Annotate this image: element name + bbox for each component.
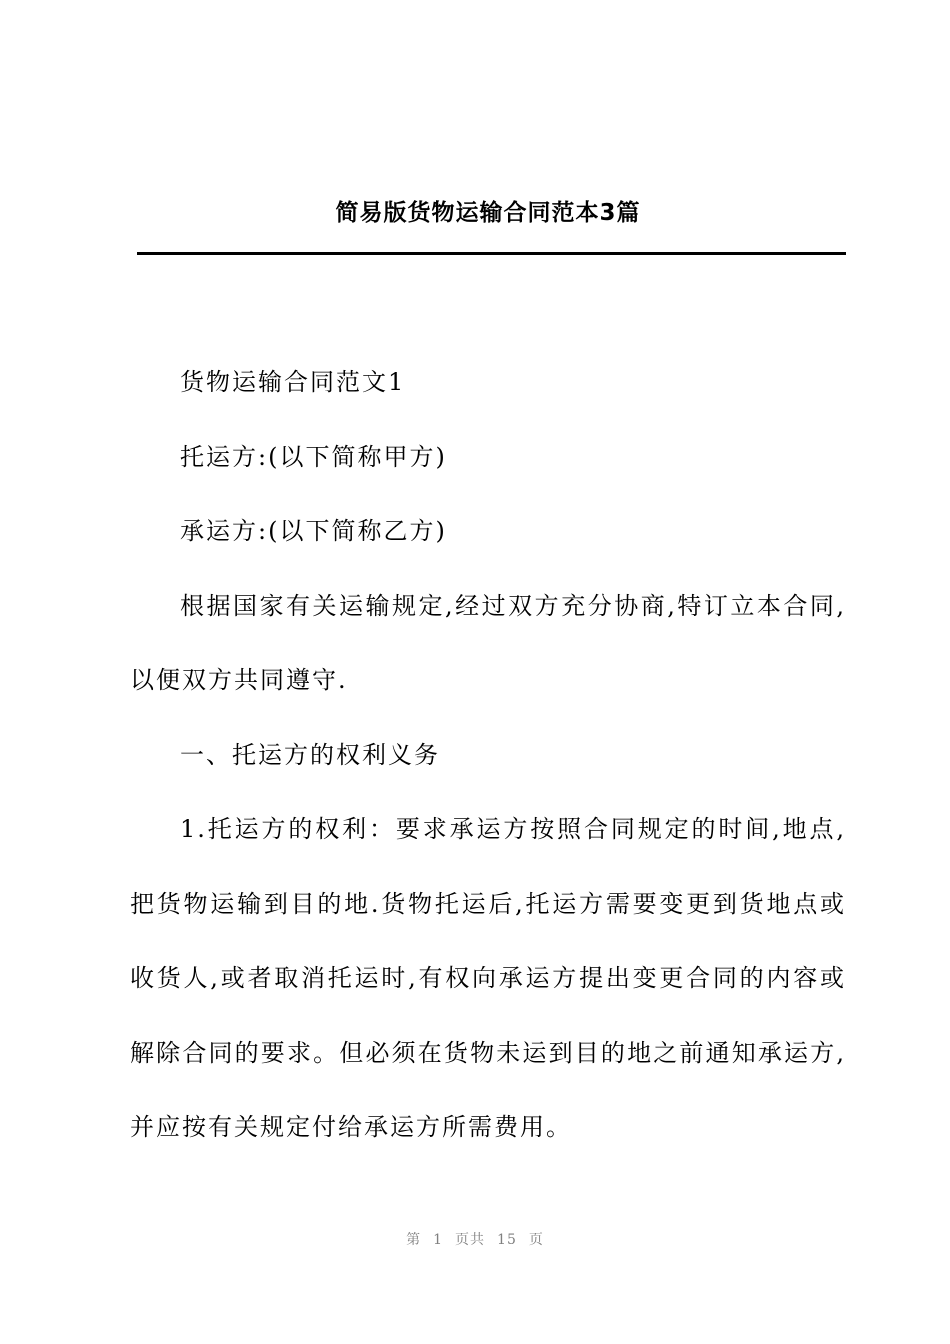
footer-page-number: 1	[433, 1232, 444, 1248]
footer-suffix: 页	[528, 1232, 544, 1248]
footer-mid: 页共	[455, 1232, 486, 1248]
footer-prefix: 第	[406, 1232, 422, 1248]
page-footer	[0, 1229, 950, 1249]
paragraph-section-heading: 一、托运方的权利义务	[180, 740, 440, 769]
title-divider	[137, 252, 846, 255]
document-title: 简易版货物运输合同范本3篇	[335, 200, 641, 226]
paragraph-heading: 货物运输合同范文1	[180, 368, 406, 396]
footer-total-pages: 15	[497, 1232, 517, 1248]
paragraph-preamble: 根据国家有关运输规定,经过双方充分协商,特订立本合同,以便双方共同遵守.	[130, 591, 846, 694]
document-body	[130, 345, 846, 1165]
paragraph-carrier: 承运方:(以下简称乙方)	[180, 517, 447, 545]
paragraph-clause-1: 1.托运方的权利：要求承运方按照合同规定的时间,地点,把货物运输到目的地.货物托运后,托运方需要变更到货地点或收货人,或者取消托运时,有权向承运方提出变更合同的内容或解除合同的要求。但必须在货物未运到目的地之前通知承运方,并应按有关规定付给承运方所需费用。	[130, 815, 846, 1141]
paragraph-consignor: 托运方:(以下简称甲方)	[180, 442, 447, 471]
